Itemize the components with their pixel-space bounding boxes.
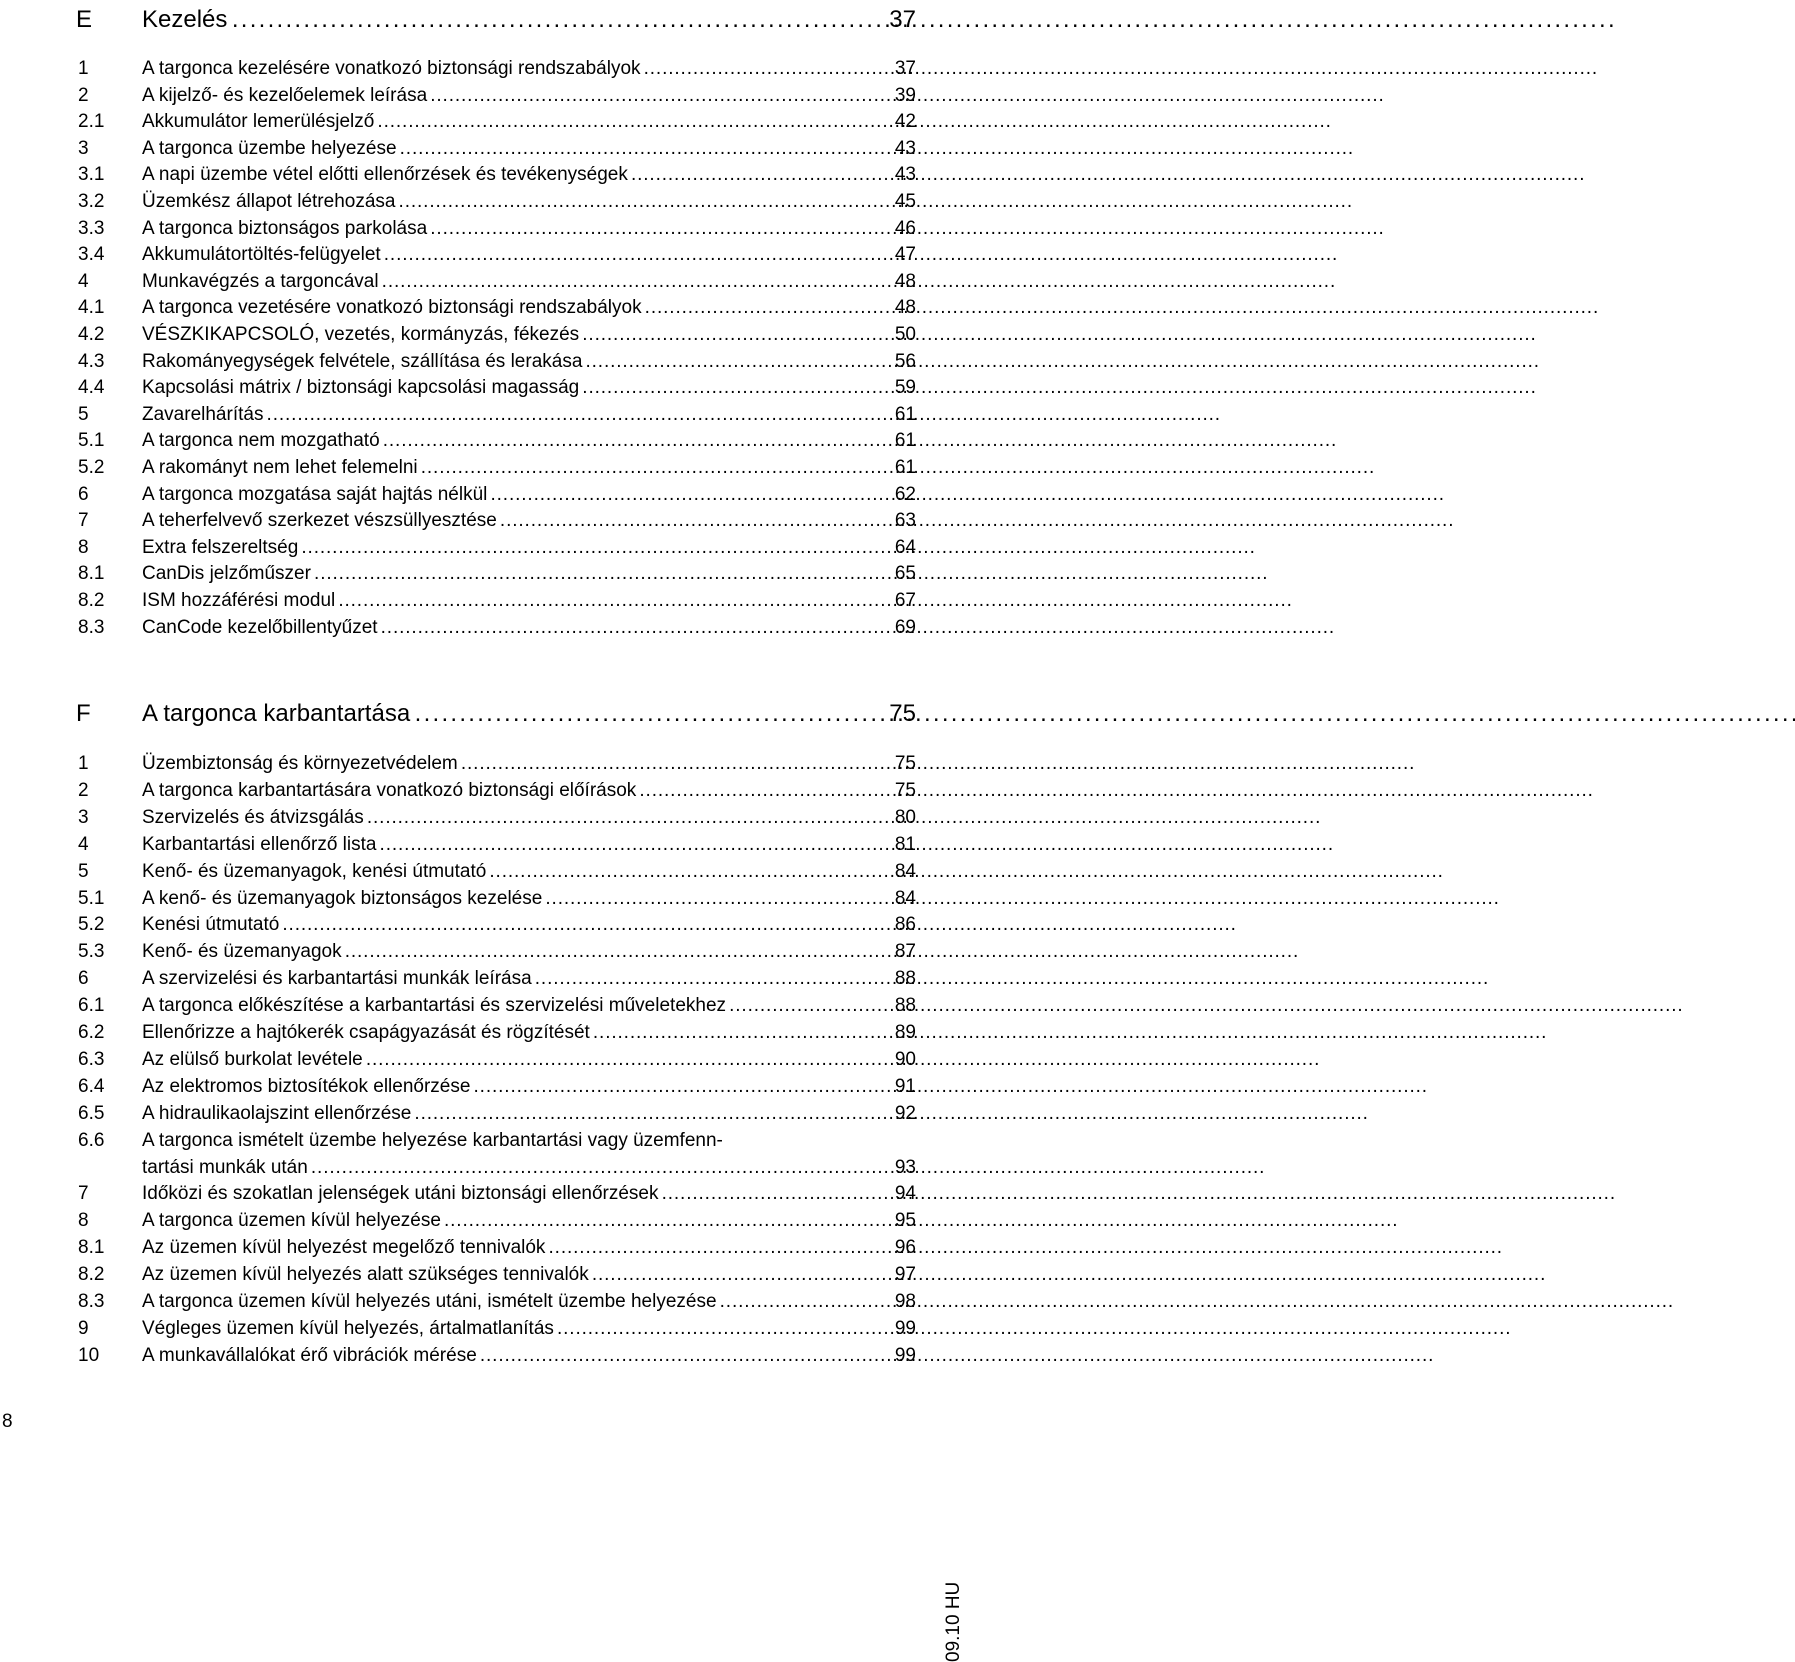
toc-entry-title: A targonca biztonságos parkolása . . .: [142, 215, 860, 242]
toc-entry-page: 48: [894, 297, 916, 319]
toc-entry-title: A hidraulikaolajszint ellenőrzése . . .: [142, 1100, 860, 1127]
toc-entry[interactable]: [0, 1261, 960, 1288]
toc-entry-number: 9: [78, 1317, 89, 1339]
toc-entry-page: 94: [894, 1183, 916, 1205]
toc-entry-page: 42: [894, 111, 916, 133]
toc-entry[interactable]: [0, 108, 960, 135]
page-number: 8: [2, 1411, 13, 1432]
toc-entry-number: 4.2: [78, 324, 105, 345]
toc-entry-number: 8.2: [78, 590, 105, 611]
toc-entry-page: 95: [894, 1210, 916, 1232]
toc-entry[interactable]: [0, 831, 960, 858]
toc-entry-title: Az elektromos biztosítékok ellenőrzése . . .: [142, 1073, 860, 1100]
toc-entry-title: A targonca karbantartására vonatkozó biztonsági előírások . . .: [142, 777, 860, 804]
toc-entry-page: 46: [894, 217, 916, 239]
toc-entry[interactable]: [0, 1127, 960, 1154]
toc-entry[interactable]: [0, 454, 960, 481]
toc-entry-number: 3.1: [78, 164, 105, 186]
toc-entry-page: 84: [894, 887, 916, 909]
toc-entry[interactable]: [0, 938, 960, 965]
toc-entry-number: 8.3: [78, 616, 105, 638]
toc-entry-page: 81: [894, 833, 916, 855]
toc-entry[interactable]: [0, 1234, 960, 1261]
toc-entry-page: 61: [894, 403, 916, 425]
toc-entry-title: A targonca ismételt üzembe helyezése karbantartási vagy üzemfenn-: [142, 1129, 723, 1151]
toc-entry-number: 5: [78, 403, 89, 425]
toc-entry-page: 99: [894, 1317, 916, 1339]
toc-entry[interactable]: [0, 1073, 960, 1100]
toc-entry[interactable]: [0, 55, 960, 82]
toc-entry[interactable]: [0, 1019, 960, 1046]
section-page: 75: [889, 700, 916, 727]
toc-entry-page: 75: [894, 753, 916, 774]
toc-entry-title: A targonca kezelésére vonatkozó biztonsági rendszabályok . . .: [142, 55, 860, 82]
toc-entry-page: 96: [894, 1237, 916, 1259]
toc-entry-page: 43: [894, 137, 916, 159]
toc-entry-number: 8: [78, 1210, 89, 1232]
toc-entry[interactable]: [0, 614, 960, 641]
toc-entry[interactable]: [0, 188, 960, 215]
toc-entry-page: 88: [894, 968, 916, 990]
toc-entry[interactable]: [0, 348, 960, 375]
toc-entry[interactable]: [0, 965, 960, 992]
toc-entry-number: 6.4: [78, 1075, 105, 1097]
toc-entry-page: 47: [894, 244, 916, 266]
section-title: Kezelés . . .: [142, 0, 860, 40]
toc-entry-title: A teherfelvevő szerkezet vészsüllyesztése . . .: [142, 507, 860, 534]
section-heading[interactable]: [0, 694, 960, 734]
toc-entry-title: Akkumulátor lemerülésjelző . . .: [142, 108, 860, 135]
toc-entry[interactable]: [0, 1046, 960, 1073]
toc-entry-title: A kenő- és üzemanyagok biztonságos kezelése . . .: [142, 885, 860, 912]
toc-entry-number: 7: [78, 1183, 89, 1205]
toc-entry-title: Időközi és szokatlan jelenségek utáni biztonsági ellenőrzések . . .: [142, 1180, 860, 1207]
toc-entry-number: 6.5: [78, 1102, 105, 1124]
toc-entry-number: 8.1: [78, 563, 105, 585]
toc-entry[interactable]: [0, 534, 960, 561]
toc-entry[interactable]: [0, 427, 960, 454]
toc-entry-title: Ellenőrizze a hajtókerék csapágyazását és rögzítését . . .: [142, 1019, 860, 1046]
toc-entry-page: 99: [894, 1344, 916, 1366]
toc-entry-page: 56: [894, 350, 916, 372]
toc-entry-page: 84: [894, 860, 916, 882]
toc-entry[interactable]: [0, 215, 960, 242]
toc-entry-page: 64: [894, 536, 916, 558]
toc-entry-title: A targonca mozgatása saját hajtás nélkül . . .: [142, 481, 860, 508]
toc-entry-title: ISM hozzáférési modul . . .: [142, 587, 860, 614]
toc-entry-title: A targonca üzemen kívül helyezés utáni, ismételt üzembe helyezése . . .: [142, 1288, 860, 1315]
toc-entry-number: 3: [78, 806, 89, 828]
toc-entry[interactable]: [0, 401, 960, 428]
toc-entry-page: 61: [894, 457, 916, 478]
toc-entry-number: 3.2: [78, 191, 105, 212]
toc-entry-number: 3: [78, 137, 89, 159]
toc-entry-number: 4.3: [78, 350, 105, 372]
section-heading[interactable]: [0, 0, 960, 40]
toc-entry-number: 1: [78, 753, 89, 774]
toc-entry[interactable]: [0, 1288, 960, 1315]
toc-entry-number: 3.3: [78, 217, 105, 239]
toc-entry-page: 97: [894, 1264, 916, 1286]
toc-entry[interactable]: [0, 992, 960, 1019]
toc-entry-number: 4: [78, 270, 89, 292]
toc-entry-page: 39: [894, 84, 916, 106]
toc-entry-page: 43: [894, 164, 916, 186]
toc-entry-page: 86: [894, 914, 916, 936]
toc-entry-number: 2: [78, 84, 89, 106]
toc-entry-title: A munkavállalókat érő vibrációk mérése . . .: [142, 1342, 860, 1369]
toc-entry-title: VÉSZKIKAPCSOLÓ, vezetés, kormányzás, fékezés . . .: [142, 321, 860, 348]
section-letter: E: [76, 6, 93, 33]
toc-entry-page: 63: [894, 510, 916, 532]
toc-entry-number: 6.2: [78, 1022, 105, 1043]
toc-entry-page: 67: [894, 590, 916, 611]
toc-entry-page: 50: [894, 324, 916, 345]
toc-entry-title: A szervizelési és karbantartási munkák leírása . . .: [142, 965, 860, 992]
toc-entry[interactable]: [0, 241, 960, 268]
toc-entry-title: tartási munkák után . . .: [142, 1154, 860, 1181]
toc-entry-page: 93: [894, 1156, 916, 1178]
toc-entry-title: A napi üzembe vétel előtti ellenőrzések és tevékenységek . . .: [142, 161, 860, 188]
toc-entry-page: 91: [894, 1075, 916, 1097]
toc-entry-title: Az üzemen kívül helyezés alatt szükséges tennivalók . . .: [142, 1261, 860, 1288]
toc-entry-page: 69: [894, 616, 916, 638]
toc-entry-page: 61: [894, 430, 916, 452]
toc-entry-title: Kenési útmutató . . .: [142, 911, 860, 938]
toc-entry-number: 4: [78, 833, 89, 855]
toc-entry[interactable]: [0, 560, 960, 587]
toc-entry-number: 4.1: [78, 297, 105, 319]
toc-entry-title: Szervizelés és átvizsgálás . . .: [142, 804, 860, 831]
section-letter: F: [76, 700, 91, 727]
toc-entry[interactable]: [0, 804, 960, 831]
toc-entry-title: CanCode kezelőbillentyűzet . . .: [142, 614, 860, 641]
toc-entry-title: Zavarelhárítás . . .: [142, 401, 860, 428]
toc-entry[interactable]: [0, 1154, 960, 1181]
toc-entry-title: Kenő- és üzemanyagok, kenési útmutató . . .: [142, 858, 860, 885]
toc-entry-page: 98: [894, 1291, 916, 1312]
toc-entry-title: A rakományt nem lehet felemelni . . .: [142, 454, 860, 481]
toc-entry-number: 2.1: [78, 111, 105, 133]
toc-entry[interactable]: [0, 587, 960, 614]
toc-entry-title: Az elülső burkolat levétele . . .: [142, 1046, 860, 1073]
toc-entry-number: 8.2: [78, 1264, 105, 1286]
toc-entry[interactable]: [0, 777, 960, 804]
toc-entry-title: A targonca nem mozgatható . . .: [142, 427, 860, 454]
toc-entry-number: 6: [78, 968, 89, 990]
toc-entry-title: Akkumulátortöltés-felügyelet . . .: [142, 241, 860, 268]
toc-entry-number: 6.1: [78, 995, 105, 1017]
toc-entry-number: 6: [78, 483, 89, 505]
toc-entry[interactable]: [0, 750, 960, 777]
toc-entry-page: 89: [894, 1022, 916, 1043]
toc-entry[interactable]: [0, 161, 960, 188]
toc-entry-title: Karbantartási ellenőrző lista . . .: [142, 831, 860, 858]
toc-entry-page: 80: [894, 806, 916, 828]
toc-entry-title: Rakományegységek felvétele, szállítása és lerakása . . .: [142, 348, 860, 375]
toc-entry-page: 88: [894, 995, 916, 1017]
toc-entry-page: 37: [894, 58, 916, 79]
toc-entry-page: 65: [894, 563, 916, 585]
toc-entry[interactable]: [0, 1100, 960, 1127]
toc-entry-number: 6.3: [78, 1048, 105, 1070]
toc-entry-page: 75: [894, 779, 916, 801]
toc-entry[interactable]: [0, 374, 960, 401]
toc-entry-number: 4.4: [78, 377, 105, 399]
toc-entry[interactable]: [0, 1207, 960, 1234]
toc-entry-title: Kenő- és üzemanyagok . . .: [142, 938, 860, 965]
toc-entry-title: A targonca üzemen kívül helyezése . . .: [142, 1207, 860, 1234]
toc-entry[interactable]: [0, 885, 960, 912]
section-page: 37: [889, 6, 916, 33]
toc-entry[interactable]: [0, 1180, 960, 1207]
toc-entry-number: 5.2: [78, 914, 105, 936]
toc-entry-title: CanDis jelzőműszer . . .: [142, 560, 860, 587]
toc-entry-number: 5.1: [78, 430, 105, 452]
toc-entry[interactable]: [0, 268, 960, 295]
toc-entry[interactable]: [0, 321, 960, 348]
toc-entry-title: Extra felszereltség . . .: [142, 534, 860, 561]
toc-entry-title: Kapcsolási mátrix / biztonsági kapcsolási magasság . . .: [142, 374, 860, 401]
toc-entry[interactable]: [0, 82, 960, 109]
toc-entry-number: 8.1: [78, 1237, 105, 1259]
toc-entry[interactable]: [0, 481, 960, 508]
toc-entry-title: A targonca előkészítése a karbantartási és szervizelési műveletekhez . . .: [142, 992, 860, 1019]
toc-entry-number: 7: [78, 510, 89, 532]
toc-entry-title: A kijelző- és kezelőelemek leírása . . .: [142, 82, 860, 109]
toc-entry-title: Üzemkész állapot létrehozása . . .: [142, 188, 860, 215]
toc-entry-title: A targonca vezetésére vonatkozó biztonsági rendszabályok . . .: [142, 294, 860, 321]
toc-entry[interactable]: [0, 294, 960, 321]
toc-entry-page: 45: [894, 191, 916, 212]
toc-entry-page: 62: [894, 483, 916, 505]
toc-entry-number: 3.4: [78, 244, 105, 266]
toc-entry-number: 10: [78, 1344, 100, 1366]
toc-entry-number: 5.3: [78, 941, 105, 963]
toc-entry-number: 5.1: [78, 887, 105, 909]
toc-entry-number: 6.6: [78, 1129, 105, 1151]
toc-entry-page: 92: [894, 1102, 916, 1124]
toc-entry[interactable]: [0, 135, 960, 162]
toc-entry-number: 8.3: [78, 1291, 105, 1312]
toc-entry-number: 2: [78, 779, 89, 801]
toc-entry-title: Üzembiztonság és környezetvédelem . . .: [142, 750, 860, 777]
toc-entry-number: 5.2: [78, 457, 105, 478]
toc-entry-title: Munkavégzés a targoncával . . .: [142, 268, 860, 295]
toc-entry-page: 48: [894, 270, 916, 292]
toc-entry[interactable]: [0, 1342, 960, 1369]
toc-entry[interactable]: [0, 911, 960, 938]
section-title: A targonca karbantartása . . .: [142, 694, 860, 734]
toc-entry[interactable]: [0, 858, 960, 885]
toc-entry-page: 87: [894, 941, 916, 963]
toc-entry-title: A targonca üzembe helyezése . . .: [142, 135, 860, 162]
toc-entry-number: 1: [78, 58, 89, 79]
toc-entry-number: 5: [78, 860, 89, 882]
toc-entry[interactable]: [0, 1315, 960, 1342]
toc-entry[interactable]: [0, 507, 960, 534]
toc-entry-number: 8: [78, 536, 89, 558]
toc-entry-page: 59: [894, 377, 916, 399]
toc-entry-title: Az üzemen kívül helyezést megelőző tennivalók . . .: [142, 1234, 860, 1261]
document-code: 09.10 HU: [943, 1581, 964, 1662]
toc-entry-title: Végleges üzemen kívül helyezés, ártalmatlanítás . . .: [142, 1315, 860, 1342]
toc-entry-page: 90: [894, 1048, 916, 1070]
